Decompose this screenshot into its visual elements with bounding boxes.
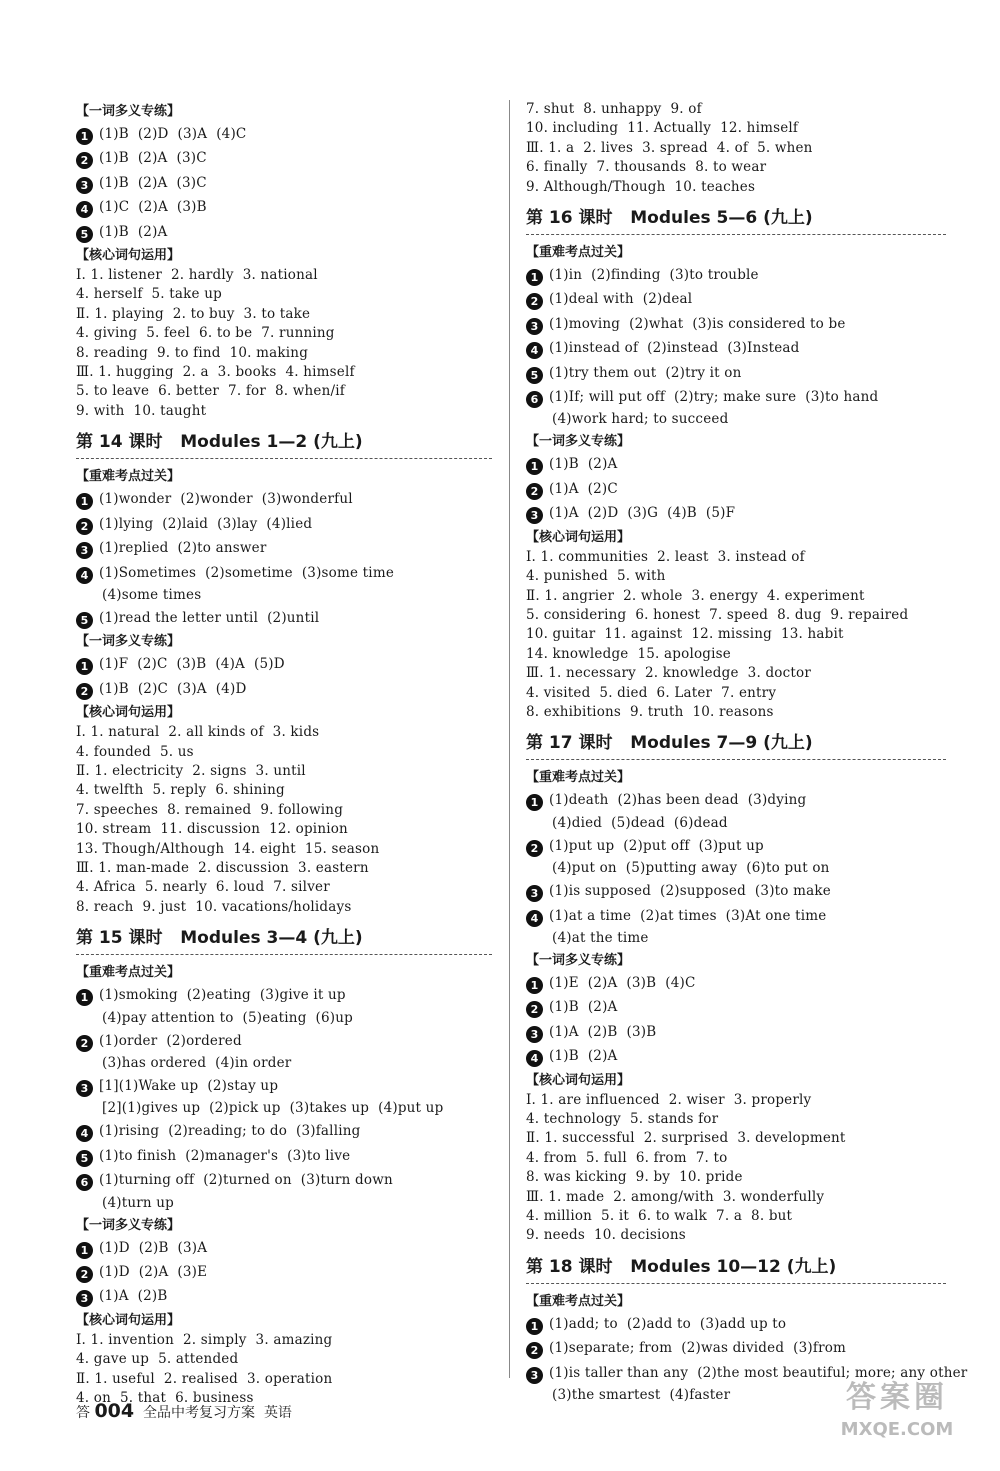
lesson-title: 第 14 课时 Modules 1—2 (九上) [76, 429, 492, 459]
item-answer-text: (1)D (2)B (3)A [99, 1239, 208, 1256]
section-heading: 【重难考点过关】 [76, 965, 181, 981]
item-number-badge: 4 [526, 342, 543, 359]
item-number-badge: 3 [526, 507, 543, 524]
answer-item [526, 1336, 946, 1360]
book-title: 全品中考复习方案 [143, 1405, 256, 1421]
item-answer-continuation: (4)at the time [552, 929, 649, 946]
item-number-badge: 3 [76, 542, 93, 559]
answer-line: 10. stream 11. discussion 12. opinion [76, 821, 348, 838]
answer-item [526, 1312, 946, 1336]
answer-line: 4. technology 5. stands for [526, 1111, 719, 1127]
item-answer-text: (1)C (2)A (3)B [99, 199, 207, 216]
answer-line: 8. exhibitions 9. truth 10. reasons [526, 703, 774, 720]
answer-line: Ⅱ. 1. playing 2. to buy 3. to take [76, 305, 311, 322]
item-answer-text: (1)wonder (2)wonder (3)wonderful [99, 491, 353, 508]
answer-line: 9. needs 10. decisions [526, 1227, 686, 1244]
answer-item [526, 312, 946, 336]
answer-item [526, 336, 946, 360]
answer-item [76, 1260, 492, 1284]
item-answer-continuation: (3)has ordered (4)in order [102, 1055, 292, 1071]
answer-line: 4. visited 5. died 6. Later 7. entry [526, 684, 777, 701]
item-answer-text: (1)B (2)A (3)C [99, 150, 207, 167]
answer-line: Ⅲ. 1. a 2. lives 3. spread 4. of 5. when [526, 139, 813, 156]
answer-item [76, 561, 492, 606]
item-answer-text: (1)If; will put off (2)try; make sure (3)to hand [549, 389, 879, 406]
item-number-badge: 4 [526, 1050, 543, 1067]
item-answer-text: (1)smoking (2)eating (3)give it up [99, 987, 346, 1004]
answer-item [76, 1074, 492, 1119]
item-number-badge: 6 [526, 391, 543, 408]
answer-item [526, 834, 946, 879]
item-answer-text: (1)F (2)C (3)B (4)A (5)D [99, 656, 285, 673]
answer-line: 10. guitar 11. against 12. missing 13. habit [526, 626, 844, 643]
answer-item [76, 171, 492, 195]
answer-item [526, 1044, 946, 1068]
answer-line: 4. giving 5. feel 6. to be 7. running [76, 325, 335, 342]
item-number-badge: 2 [526, 1342, 543, 1359]
right-column [526, 100, 968, 1406]
item-answer-text: (1)in (2)finding (3)to trouble [549, 267, 759, 284]
answer-line: Ⅲ. 1. made 2. among/with 3. wonderfully [526, 1188, 825, 1205]
item-number-badge: 3 [76, 1080, 93, 1097]
answer-line: 7. speeches 8. remained 9. following [76, 801, 344, 818]
answer-item [76, 1029, 492, 1074]
answer-line: 4. punished 5. with [526, 568, 666, 585]
item-number-badge: 2 [526, 293, 543, 310]
section-heading: 【一词多义专练】 [526, 434, 631, 450]
item-answer-text: (1)lying (2)laid (3)lay (4)lied [99, 515, 313, 532]
answer-item [526, 879, 946, 903]
item-answer-text: (1)B (2)A [549, 999, 618, 1016]
item-answer-continuation: (4)turn up [102, 1194, 175, 1211]
lesson-title: 第 16 课时 Modules 5—6 (九上) [526, 205, 946, 235]
item-number-badge: 2 [526, 840, 543, 857]
answer-item [76, 677, 492, 701]
answer-line: Ⅱ. 1. useful 2. realised 3. operation [76, 1370, 333, 1387]
item-number-badge: 3 [526, 885, 543, 902]
answer-line: Ⅱ. 1. successful 2. surprised 3. development [526, 1130, 846, 1147]
item-answer-text: (1)B (2)A (3)C [99, 174, 207, 191]
item-answer-text: (1)turning off (2)turned on (3)turn down [99, 1172, 393, 1189]
item-number-badge: 4 [526, 910, 543, 927]
item-number-badge: 5 [526, 367, 543, 384]
answer-item [526, 477, 946, 501]
item-answer-continuation: (3)the smartest (4)faster [552, 1387, 731, 1404]
answer-item [76, 1284, 492, 1308]
answer-item [526, 263, 946, 287]
answer-item [526, 287, 946, 311]
item-number-badge: 3 [526, 1367, 543, 1384]
item-answer-text: (1)B (2)A [549, 1048, 618, 1065]
lesson-title: 第 17 课时 Modules 7—9 (九上) [526, 730, 946, 760]
section-heading: 【重难考点过关】 [76, 469, 181, 485]
item-number-badge: 3 [76, 177, 93, 194]
item-answer-text: (1)D (2)A (3)E [99, 1264, 208, 1281]
item-number-badge: 4 [76, 201, 93, 218]
item-number-badge: 2 [76, 683, 93, 700]
answer-line: 6. finally 7. thousands 8. to wear [526, 159, 767, 176]
answer-line: Ⅰ. 1. natural 2. all kinds of 3. kids [76, 724, 320, 741]
section-heading: 【一词多义专练】 [526, 952, 631, 968]
item-number-badge: 2 [76, 518, 93, 535]
item-answer-text: (1)order (2)ordered [99, 1032, 242, 1049]
left-column [76, 100, 492, 1408]
item-number-badge: 1 [526, 977, 543, 994]
answer-item [526, 971, 946, 995]
answer-line: 8. reach 9. just 10. vacations/holidays [76, 898, 352, 915]
item-answer-text: (1)separate; from (2)was divided (3)from [549, 1340, 847, 1357]
answer-line: 9. with 10. taught [76, 402, 207, 419]
item-answer-text: (1)A (2)D (3)G (4)B (5)F [549, 505, 736, 522]
answer-line: Ⅱ. 1. angrier 2. whole 3. energy 4. experiment [526, 587, 865, 604]
answer-line: 4. founded 5. us [76, 743, 194, 760]
item-answer-text: (1)deal with (2)deal [549, 291, 693, 308]
item-answer-text: (1)A (2)B (3)B [549, 1023, 657, 1040]
item-answer-text: (1)put up (2)put off (3)put up [549, 837, 764, 854]
item-answer-continuation: (4)put on (5)putting away (6)to put on [552, 860, 830, 877]
item-number-badge: 3 [76, 1290, 93, 1307]
answer-item [76, 652, 492, 676]
item-answer-text: (1)read the letter until (2)until [99, 609, 320, 626]
section-heading: 【核心词句运用】 [526, 1072, 631, 1088]
lesson-title: 第 18 课时 Modules 10—12 (九上) [526, 1254, 946, 1284]
item-answer-text: (1)death (2)has been dead (3)dying [549, 792, 807, 809]
item-number-badge: 1 [526, 1318, 543, 1335]
answer-item [76, 1119, 492, 1143]
item-number-badge: 1 [76, 128, 93, 145]
footer-prefix: 答 [76, 1405, 90, 1421]
answer-item [76, 606, 492, 630]
section-heading: 【核心词句运用】 [526, 529, 631, 545]
item-answer-text: (1)B (2)C (3)A (4)D [99, 680, 247, 697]
section-heading: 【重难考点过关】 [526, 1293, 631, 1309]
answer-line: 5. considering 6. honest 7. speed 8. dug 9. repaired [526, 606, 909, 623]
item-number-badge: 2 [76, 1035, 93, 1052]
section-heading: 【重难考点过关】 [526, 770, 631, 786]
item-number-badge: 4 [76, 567, 93, 584]
item-number-badge: 2 [526, 483, 543, 500]
item-number-badge: 1 [76, 1242, 93, 1259]
answer-item [76, 220, 492, 244]
answer-line: 9. Although/Though 10. teaches [526, 178, 756, 195]
answer-line: Ⅰ. 1. communities 2. least 3. instead of [526, 548, 805, 565]
item-answer-text: (1)rising (2)reading; to do (3)falling [99, 1123, 361, 1140]
watermark-logo [822, 1378, 972, 1448]
answer-line: Ⅲ. 1. man-made 2. discussion 3. eastern [76, 859, 369, 876]
item-number-badge: 3 [526, 1026, 543, 1043]
watermark-text: 答案圈 [846, 1380, 948, 1415]
item-number-badge: 2 [526, 1001, 543, 1018]
answer-item [76, 146, 492, 170]
item-number-badge: 2 [76, 152, 93, 169]
answer-item [526, 788, 946, 833]
answer-item [76, 536, 492, 560]
answer-item [526, 904, 946, 949]
item-answer-text: (1)try them out (2)try it on [549, 364, 742, 381]
answer-line: 4. herself 5. take up [76, 286, 222, 303]
item-answer-continuation: [2](1)gives up (2)pick up (3)takes up (4)put up [102, 1100, 444, 1117]
answer-line: 7. shut 8. unhappy 9. of [526, 101, 702, 117]
item-answer-continuation: (4)pay attention to (5)eating (6)up [102, 1009, 353, 1026]
item-number-badge: 1 [76, 493, 93, 510]
item-answer-text: (1)B (2)A [549, 456, 618, 473]
answer-item [76, 1144, 492, 1168]
item-answer-continuation: (4)work hard; to succeed [552, 411, 729, 428]
answer-line: Ⅰ. 1. listener 2. hardly 3. national [76, 267, 318, 284]
item-number-badge: 3 [526, 318, 543, 335]
item-answer-text: (1)B (2)A [99, 223, 168, 240]
item-number-badge: 2 [76, 1266, 93, 1283]
answer-line: 8. reading 9. to find 10. making [76, 344, 309, 361]
answer-line: 13. Though/Although 14. eight 15. season [76, 840, 380, 857]
item-answer-text: (1)moving (2)what (3)is considered to be [549, 315, 846, 332]
item-answer-text: (1)B (2)D (3)A (4)C [99, 126, 247, 142]
item-number-badge: 1 [526, 458, 543, 475]
item-answer-text: (1)is supposed (2)supposed (3)to make [549, 883, 831, 900]
page-number: 004 [94, 1400, 135, 1422]
item-number-badge: 1 [526, 794, 543, 811]
answer-item [526, 501, 946, 525]
item-answer-text: (1)at a time (2)at times (3)At one time [549, 907, 827, 924]
answer-item [76, 1236, 492, 1260]
answer-line: 10. including 11. Actually 12. himself [526, 120, 799, 137]
answer-item [76, 195, 492, 219]
answer-item [526, 361, 946, 385]
answer-line: 4. Africa 5. nearly 6. loud 7. silver [76, 879, 330, 896]
item-answer-continuation: (4)died (5)dead (6)dead [552, 814, 728, 831]
column-divider [509, 100, 510, 1378]
answer-line: 4. twelfth 5. reply 6. shining [76, 782, 285, 799]
item-answer-text: (1)is taller than any (2)the most beautiful; more; any other [549, 1364, 968, 1381]
answer-line: Ⅲ. 1. hugging 2. a 3. books 4. himself [76, 364, 355, 381]
answer-line: 8. was kicking 9. by 10. pride [526, 1169, 743, 1186]
answer-line: 4. million 5. it 6. to walk 7. a 8. but [526, 1208, 793, 1225]
subject-label: 英语 [263, 1405, 292, 1421]
answer-item [526, 385, 946, 430]
item-number-badge: 5 [76, 612, 93, 629]
watermark-url: MXQE.COM [840, 1419, 954, 1440]
item-number-badge: 5 [76, 226, 93, 243]
answer-item [76, 1168, 492, 1213]
item-answer-text: (1)to finish (2)manager's (3)to live [99, 1147, 351, 1164]
item-number-badge: 4 [76, 1125, 93, 1142]
section-heading: 【重难考点过关】 [526, 245, 631, 261]
section-heading: 【一词多义专练】 [76, 1217, 181, 1233]
answer-line: Ⅰ. 1. invention 2. simply 3. amazing [76, 1331, 333, 1348]
item-answer-text: (1)A (2)C [549, 480, 618, 497]
item-answer-text: (1)A (2)B [99, 1288, 168, 1305]
answer-item [526, 995, 946, 1019]
section-heading: 【核心词句运用】 [76, 248, 181, 264]
section-heading: 【一词多义专练】 [76, 104, 181, 119]
lesson-title: 第 15 课时 Modules 3—4 (九上) [76, 925, 492, 955]
answer-line: 14. knowledge 15. apologise [526, 645, 731, 662]
item-number-badge: 1 [76, 989, 93, 1006]
item-answer-text: (1)E (2)A (3)B (4)C [549, 974, 696, 991]
item-answer-text: (1)instead of (2)instead (3)Instead [549, 340, 800, 357]
answer-line: Ⅰ. 1. are influenced 2. wiser 3. properly [526, 1091, 812, 1108]
answer-line: 4. on 5. that 6. business [76, 1390, 254, 1407]
item-number-badge: 6 [76, 1174, 93, 1191]
answer-line: 4. gave up 5. attended [76, 1351, 239, 1368]
item-number-badge: 5 [76, 1150, 93, 1167]
item-number-badge: 1 [76, 658, 93, 675]
answer-item [76, 487, 492, 511]
answer-line: 5. to leave 6. better 7. for 8. when/if [76, 383, 345, 400]
section-heading: 【核心词句运用】 [76, 705, 181, 721]
answer-item [76, 512, 492, 536]
answer-line: Ⅲ. 1. necessary 2. knowledge 3. doctor [526, 665, 811, 682]
item-number-badge: 1 [526, 269, 543, 286]
item-answer-text: (1)add; to (2)add to (3)add up to [549, 1315, 787, 1332]
item-answer-continuation: (4)some times [102, 586, 202, 603]
answer-item [526, 1020, 946, 1044]
page-footer [76, 1400, 292, 1422]
section-heading: 【一词多义专练】 [76, 634, 181, 650]
item-answer-text: (1)replied (2)to answer [99, 540, 267, 557]
answer-item [526, 452, 946, 476]
answer-line: Ⅱ. 1. electricity 2. signs 3. until [76, 762, 306, 779]
item-answer-text: [1](1)Wake up (2)stay up [99, 1078, 279, 1094]
answer-line: 4. from 5. full 6. from 7. to [526, 1149, 728, 1166]
item-answer-text: (1)Sometimes (2)sometime (3)some time [99, 564, 395, 581]
answer-item [76, 122, 492, 146]
section-heading: 【核心词句运用】 [76, 1312, 181, 1328]
answer-item [76, 983, 492, 1028]
